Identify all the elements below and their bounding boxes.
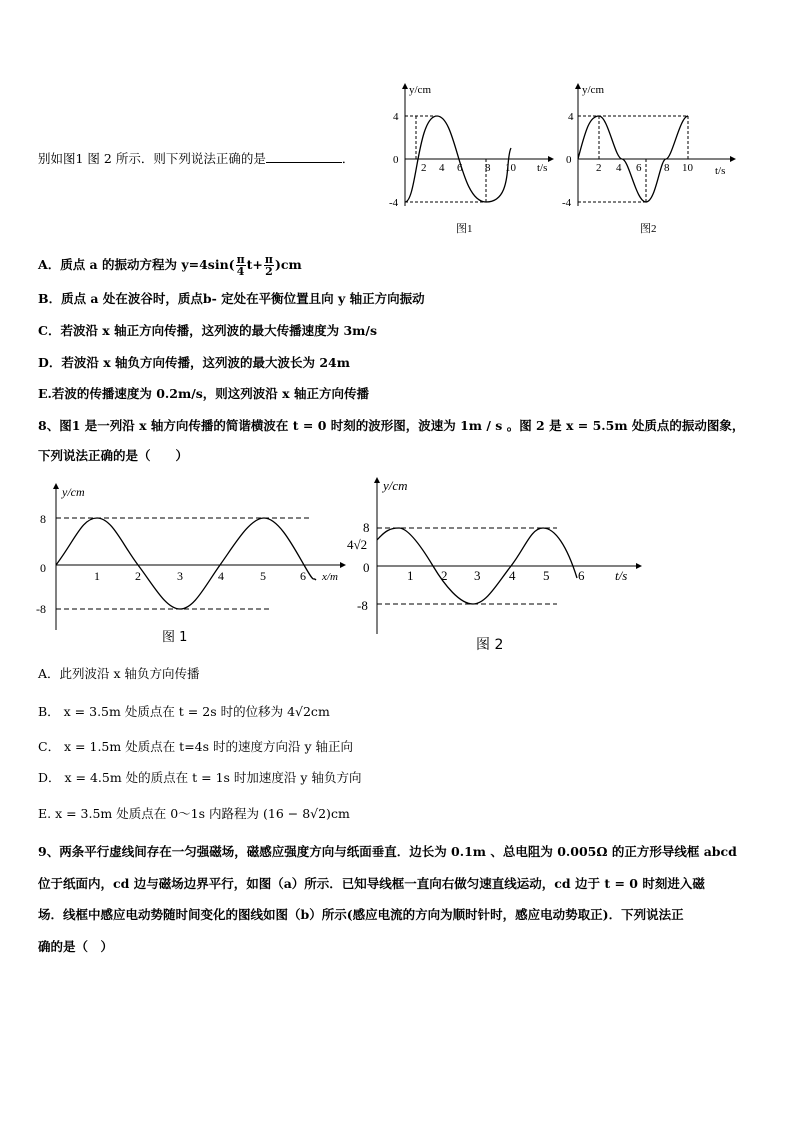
q8f1-xtick: 5 bbox=[260, 569, 266, 583]
q7f2-ytick: 0 bbox=[566, 154, 572, 166]
fraction: $\frac{\pi}{4}$ bbox=[236, 253, 245, 278]
q7f2-ytick: -4 bbox=[562, 197, 572, 209]
q7f1-xtick: 8 bbox=[485, 162, 491, 174]
q7f1-ytick: 4 bbox=[393, 111, 399, 123]
q7f2-xtick: 6 bbox=[636, 162, 642, 174]
q8f1-xtick: 6 bbox=[300, 569, 306, 583]
q8f1-xtick: 2 bbox=[135, 569, 141, 583]
q7-figure1 bbox=[375, 78, 560, 218]
q8-option-b: B． x = 3.5m 处质点在 t = 2s 时的位移为 4√2cm bbox=[38, 704, 330, 719]
q8f1-ytick: 0 bbox=[40, 561, 46, 575]
q7f2-xtick: 8 bbox=[664, 162, 670, 174]
q7-intro-text: 别如图1 图 2 所示．则下列说法正确的是 bbox=[38, 151, 266, 166]
q8f1-ytick: -8 bbox=[36, 602, 46, 616]
q7f1-xtick: 2 bbox=[421, 162, 427, 174]
q7f1-xtick: 4 bbox=[439, 162, 445, 174]
q9-line3: 场．线框中感应电动势随时间变化的图线如图（b）所示(感应电流的方向为顺时针时，感应电动势取正)．下列说法正 bbox=[38, 907, 684, 922]
q8f2-ytick: 4√2 bbox=[347, 537, 368, 552]
fraction: $\frac{\pi}{2}$ bbox=[264, 253, 273, 278]
q8-stem-line1: 8、图1 是一列沿 x 轴方向传播的简谐横波在 t = 0 时刻的波形图，波速为 1m / s 。图 2 是 x = 5.5m 处质点的振动图象， bbox=[38, 418, 745, 433]
q8f2-ytick: 0 bbox=[363, 560, 370, 575]
q9-line2: 位于纸面内，cd 边与磁场边界平行，如图（a）所示．已知导线框一直向右做匀速直线运动，cd 边于 t = 0 时刻进入磁 bbox=[38, 876, 705, 891]
q7f1-ylabel: y/cm bbox=[409, 84, 431, 96]
q8f2-xtick: 4 bbox=[509, 568, 516, 583]
q7f1-xlabel: t/s bbox=[537, 162, 548, 174]
answer-blank bbox=[266, 150, 342, 163]
q8f2-xtick: 3 bbox=[474, 568, 481, 583]
q8f2-xtick: 2 bbox=[441, 568, 448, 583]
q8f1-xtick: 4 bbox=[218, 569, 224, 583]
q8-option-a: A．此列波沿 x 轴负方向传播 bbox=[38, 666, 200, 681]
q7-option-b: B．质点 a 处在波谷时，质点b- 定处在平衡位置且向 y 轴正方向振动 bbox=[38, 291, 425, 306]
q8f2-ytick: -8 bbox=[357, 598, 368, 613]
q8f1-xtick: 1 bbox=[94, 569, 100, 583]
q8f2-ylabel: y/cm bbox=[383, 478, 408, 493]
q8-figure1 bbox=[30, 480, 350, 650]
q8-stem-line2: 下列说法正确的是（ ） bbox=[38, 448, 189, 463]
q8f1-xtick: 3 bbox=[177, 569, 183, 583]
q8f2-caption: 图 2 bbox=[476, 637, 504, 653]
q7-option-c: C．若波沿 x 轴正方向传播，这列波的最大传播速度为 3m/s bbox=[38, 323, 377, 338]
q8f2-xtick: 1 bbox=[407, 568, 414, 583]
q7-figure2 bbox=[560, 78, 745, 218]
q7f2-xtick: 2 bbox=[596, 162, 602, 174]
q7f1-xtick: 10 bbox=[505, 162, 516, 174]
q8f1-xlabel: x/m bbox=[322, 571, 338, 583]
q7f2-xtick: 4 bbox=[616, 162, 622, 174]
q7f2-xtick: 10 bbox=[682, 162, 693, 174]
q8-option-e: E. x = 3.5m 处质点在 0～1s 内路程为 (16 − 8√2)cm bbox=[38, 806, 350, 821]
q7f2-xlabel: t/s bbox=[715, 165, 726, 177]
q7f1-caption: 图1 bbox=[456, 223, 473, 235]
q9-line4: 确的是（ ） bbox=[38, 939, 114, 954]
q7f2-ylabel: y/cm bbox=[582, 84, 604, 96]
q7f1-ytick: -4 bbox=[389, 197, 399, 209]
q7-intro: 别如图1 图 2 所示．则下列说法正确的是 ． bbox=[38, 151, 355, 166]
q7-option-d: D．若波沿 x 轴负方向传播，这列波的最大波长为 24m bbox=[38, 355, 350, 370]
q7-option-a: A．质点 a 的振动方程为 y=4sin( $\frac{\pi}{4}$ t+ $\frac{\pi}{2}$ )cm bbox=[38, 253, 302, 278]
q7f1-xtick: 6 bbox=[457, 162, 463, 174]
q8f1-ytick: 8 bbox=[40, 512, 46, 526]
q8f2-ytick: 8 bbox=[363, 520, 370, 535]
q8f1-ylabel: y/cm bbox=[62, 485, 85, 499]
q7f1-ytick: 0 bbox=[393, 154, 399, 166]
q8f2-xtick: 6 bbox=[578, 568, 585, 583]
q8-option-d: D． x = 4.5m 处的质点在 t = 1s 时加速度沿 y 轴负方向 bbox=[38, 770, 362, 785]
q7f2-caption: 图2 bbox=[640, 223, 657, 235]
q8f2-xlabel: t/s bbox=[615, 568, 628, 583]
q9-line1: 9、两条平行虚线间存在一匀强磁场，磁感应强度方向与纸面垂直．边长为 0.1m 、总电阻为 0.005Ω 的正方形导线框 abcd bbox=[38, 844, 737, 859]
q8f1-caption: 图 1 bbox=[162, 630, 188, 645]
q8f2-xtick: 5 bbox=[543, 568, 550, 583]
q7-option-e: E.若波的传播速度为 0.2m/s，则这列波沿 x 轴正方向传播 bbox=[38, 386, 369, 401]
q8-option-c: C． x = 1.5m 处质点在 t=4s 时的速度方向沿 y 轴正向 bbox=[38, 739, 354, 754]
q8-figure2 bbox=[345, 474, 645, 644]
q7f2-ytick: 4 bbox=[568, 111, 574, 123]
